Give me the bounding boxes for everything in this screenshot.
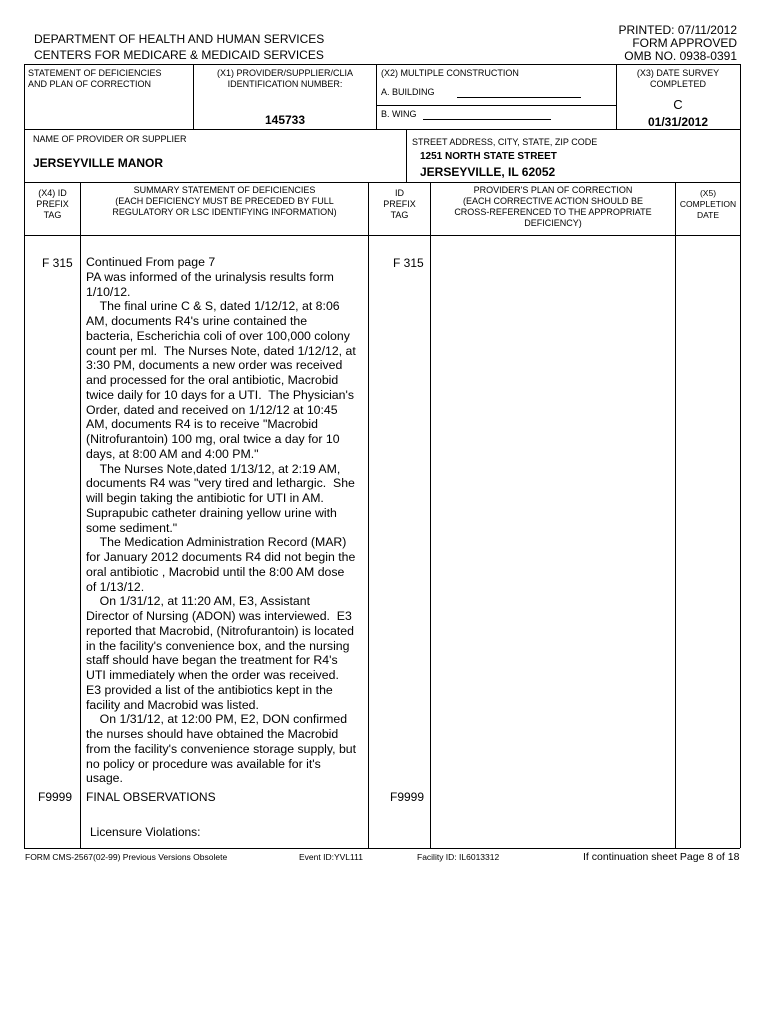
form-approved: FORM APPROVED <box>632 36 737 50</box>
tag-f315: F 315 <box>42 256 73 270</box>
provider-name-label: NAME OF PROVIDER OR SUPPLIER <box>33 134 187 144</box>
tag-f9999: F9999 <box>38 790 73 804</box>
statement-label: STATEMENT OF DEFICIENCIES AND PLAN OF CORRECTION <box>28 68 162 89</box>
survey-date: 01/31/2012 <box>647 115 709 129</box>
street-address: 1251 NORTH STATE STREET <box>420 151 557 162</box>
x5-header: (X5) COMPLETION DATE <box>679 188 737 220</box>
page-number: If continuation sheet Page 8 of 18 <box>583 851 740 863</box>
cms-title: CENTERS FOR MEDICARE & MEDICAID SERVICES <box>34 48 324 62</box>
deficiency-text: Continued From page 7 PA was informed of the urinalysis results form 1/10/12. The final urine C & S, dated 1/12/12, at 8:06 AM, documents R4's urine contained the bacteria, Escherichia coli of over 100,000 colony count per ml. The Nurses Note, dated 1/12/12, at 3:30 PM, documents a new order was received and processed for the oral antibiotic, Macrobid twice daily for 10 days for a UTI. The Physician's Order, dated and received on 1/12/12 at 10:45 AM, documents R4 is to receive "Macrobid (Nitrofurantoin) 100 mg, oral twice a day for 10 days, at 8:00 AM and 4:00 PM." The Nurses Note,dated 1/13/12, at 2:19 AM, documents R4 was "very tired and lethargic. She will begin taking the antibiotic for UTI in AM. Suprapubic catheter draining yellow urine with some sediment." The Medication Administration Record (MAR) for January 2012 documents R4 did not begin the oral antibiotic , Macrobid until the 8:00 AM dose of 1/13/12. On 1/31/12, at 11:20 AM, E3, Assistant Director of Nursing (ADON) was interviewed. E3 reported that Macrobid, (Nitrofurantoin) is located in the facility's convenience box, and the nursing staff should have began the treatment for R4's UTI immediately when the order was received. E3 provided a list of the antibiotics kept in the facility and Macrobid was listed. On 1/31/12, at 12:00 PM, E2, DON confirmed the nurses should have obtained the Macrobid from the facility's convenience storage supply, but no policy or procedure was available for it's usage. <box>86 255 357 786</box>
event-id: Event ID:YVL111 <box>299 852 363 862</box>
x4-header: (X4) ID PREFIX TAG <box>36 188 69 220</box>
x1-label: (X1) PROVIDER/SUPPLIER/CLIA IDENTIFICATION NUMBER: <box>216 68 354 89</box>
tag-f315-right: F 315 <box>393 256 424 270</box>
x3-label: (X3) DATE SURVEY COMPLETED <box>636 68 720 89</box>
city-state-zip: JERSEYVILLE, IL 62052 <box>420 165 556 179</box>
plan-header: PROVIDER'S PLAN OF CORRECTION (EACH CORRECTIVE ACTION SHOULD BE CROSS-REFERENCED TO THE APPROPRIATE DEFICIENCY) <box>454 185 652 228</box>
form-number: FORM CMS-2567(02-99) Previous Versions Obsolete <box>25 852 228 862</box>
provider-name: JERSEYVILLE MANOR <box>33 156 164 170</box>
licensure-violations: Licensure Violations: <box>90 825 201 839</box>
x2-label: (X2) MULTIPLE CONSTRUCTION <box>381 68 519 78</box>
tag-f9999-right: F9999 <box>390 790 425 804</box>
id-prefix-header: ID PREFIX TAG <box>383 188 416 220</box>
building-label: A. BUILDING <box>381 87 435 97</box>
omb-number: OMB NO. 0938-0391 <box>624 49 737 63</box>
department-title: DEPARTMENT OF HEALTH AND HUMAN SERVICES <box>34 32 325 46</box>
wing-label: B. WING <box>381 109 417 119</box>
address-label: STREET ADDRESS, CITY, STATE, ZIP CODE <box>412 137 598 147</box>
facility-id: Facility ID: IL6013312 <box>417 852 500 862</box>
final-observations-heading: FINAL OBSERVATIONS <box>86 790 216 804</box>
provider-id-number: 145733 <box>264 113 306 127</box>
summary-header: SUMMARY STATEMENT OF DEFICIENCIES (EACH DEFICIENCY MUST BE PRECEDED BY FULL REGULATORY OR LSC IDENTIFYING INFORMATION) <box>112 185 337 217</box>
survey-code: C <box>673 97 683 112</box>
printed-date: PRINTED: 07/11/2012 <box>618 23 737 37</box>
